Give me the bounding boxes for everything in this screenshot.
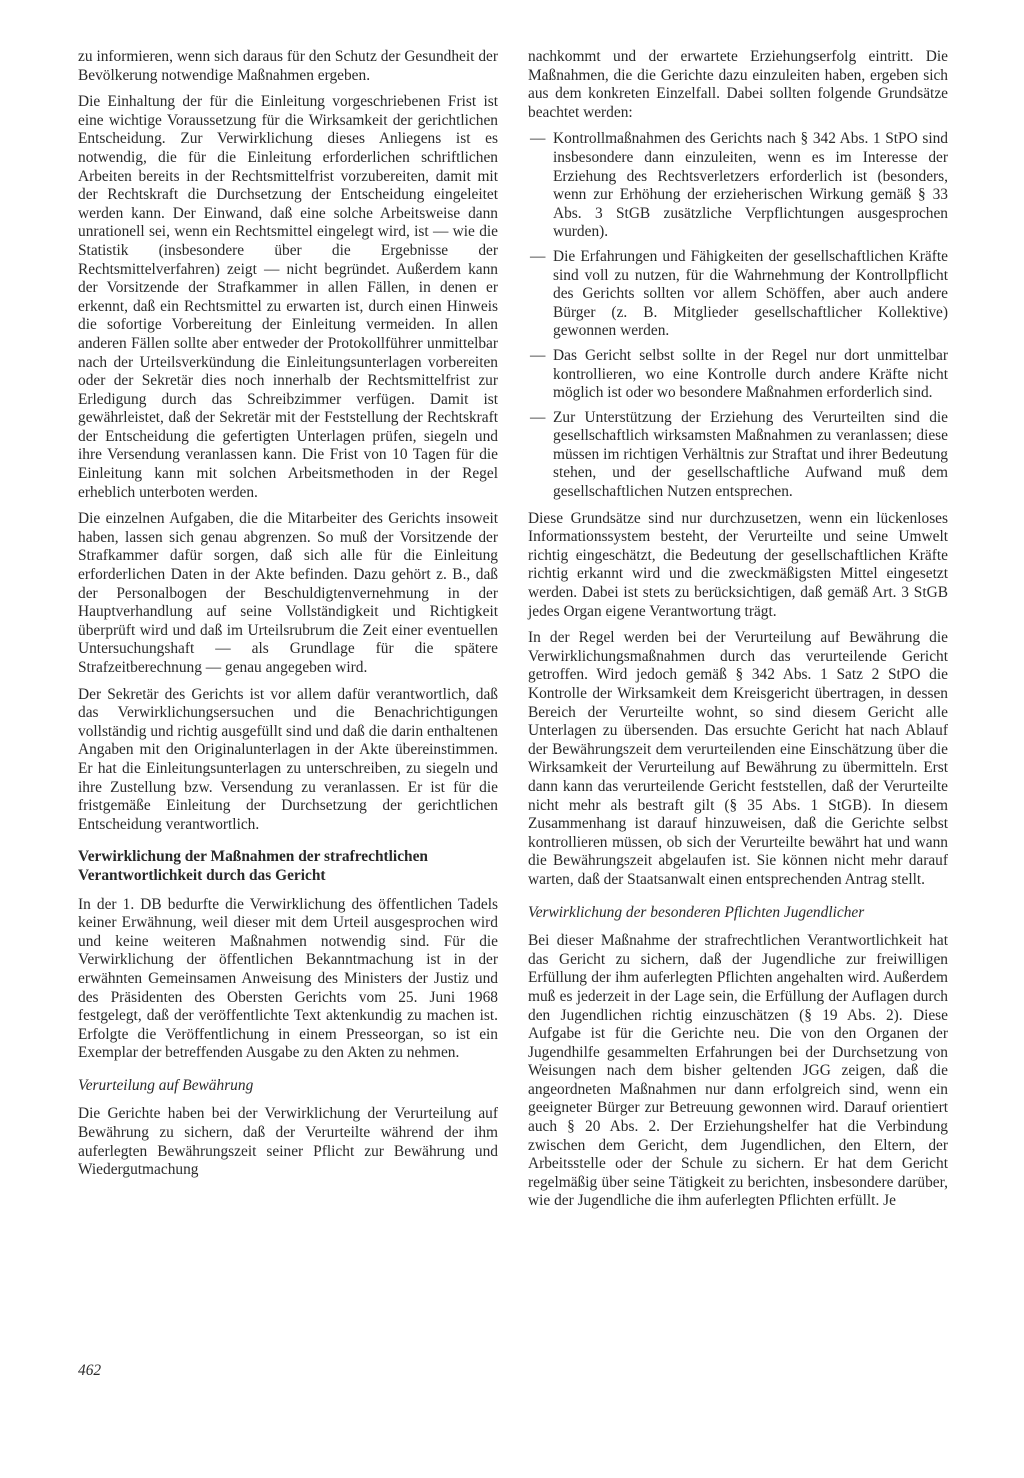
right-paragraph-2: Diese Grundsätze sind nur durchzusetzen, wenn ein lückenloses Informationssystem besteht, der Verurteilte und seine Umwelt richtig eingeschätzt, die Bedeutung der gesellschaftlichen Kräfte richtig erkannt wird und die zweckmäßigsten Mittel eingesetzt werden. Dabei ist stets zu berücksichtigen, daß gemäß Art. 3 StGB jedes Organ eigene Verantwortung trägt. (528, 509, 948, 620)
subheading-probation: Verurteilung auf Bewährung (78, 1076, 254, 1094)
dash-marker: — (530, 408, 546, 426)
list-item-text: Das Gericht selbst sollte in der Regel nur dort unmittelbar kontrollieren, wo eine Kontrolle durch andere Kräfte nicht möglich ist oder wo besondere Maßnahmen erforderlich sind. (553, 346, 948, 402)
list-item-text: Zur Unterstützung der Erziehung des Verurteilten sind die gesellschaftlich wirksamsten Maßnahmen zu veranlassen; diese müssen im richtigen Verhältnis zur Straftat und ihrer Bedeutung stehen, und der gesellschaftliche Aufwand muß dem gesellschaftlichen Nutzen entsprechen. (553, 408, 948, 501)
page-number: 462 (78, 1362, 102, 1379)
list-item (528, 130, 948, 242)
right-paragraph-3: In der Regel werden bei der Verurteilung auf Bewährung die Verwirklichungsmaßnahmen durch das verurteilende Gericht getroffen. Wird jedoch gemäß § 342 Abs. 1 Satz 2 StPO die Kontrolle der Wirksamkeit dem Kreisgericht übertragen, in dessen Bereich der Verurteilte wohnt, so sind diesem Gericht alle Unterlagen zu übersenden. Das ersuchte Gericht hat nach Ablauf der Bewährungszeit dem verurteilenden eine Einschätzung über die Wirksamkeit der Verurteilung auf Bewährung zu übermitteln. Erst dann kann das verurteilende Gericht feststellen, daß der Verurteilte nicht mehr als bestraft gilt (§ 35 Abs. 1 StGB). In diesem Zusammenhang ist darauf hinzuweisen, daß die Gerichte selbst kontrollieren müssen, ob sich der Verurteilte bewährt hat und wann die Bewährungszeit abgelaufen ist. Sie können nicht mehr darauf warten, daß der Staatsanwalt einen entsprechenden Antrag stellt. (528, 629, 948, 888)
list-item-text: Die Erfahrungen und Fähigkeiten der gesellschaftlichen Kräfte sind voll zu nutzen, für die Wahrnehmung der Kontrollpflicht des Gerichts sollten vor allem Schöffen, aber auch andere Bürger (z. B. Mitglieder gesellschaftlicher Kollektive) gewonnen werden. (553, 247, 948, 340)
section-heading-measures: Verwirklichung der Maßnahmen der strafrechtlichen Verantwortlichkeit durch das Gericht (78, 848, 428, 884)
list-item (528, 347, 948, 403)
left-paragraph-3: Die einzelnen Aufgaben, die die Mitarbeiter des Gerichts insoweit haben, lassen sich genau abgrenzen. So muß der Vorsitzende der Strafkammer dafür sorgen, daß sich alle für die Einleitung erforderlichen Daten in der Akte befinden. Dazu gehört z. B., daß der Personalbogen der Beschuldigtenvernehmung in der Hauptverhandlung auf seine Vollständigkeit und Richtigkeit überprüft wird und daß im Urteilsrubrum die Zeit einer eventuellen Untersuchungshaft — als Grundlage für die spätere Strafzeitberechnung — genau angegeben wird. (78, 510, 498, 676)
subheading-juvenile-duties: Verwirklichung der besonderen Pflichten Jugendlicher (528, 903, 865, 921)
left-paragraph-6: Die Gerichte haben bei der Verwirklichung der Verurteilung auf Bewährung zu sichern, daß der Verurteilte während der ihm auferlegten Bewährungszeit seiner Pflicht zur Bewährung und Wiedergutmachung (78, 1105, 498, 1179)
list-item (528, 248, 948, 341)
dash-marker: — (530, 247, 546, 265)
right-paragraph-1: nachkommt und der erwartete Erziehungserfolg eintritt. Die Maßnahmen, die die Gerichte dazu einzuleiten haben, ergeben sich aus dem konkreten Einzelfall. Dabei sollten folgende Grundsätze beachtet werden: (528, 48, 948, 121)
list-item (528, 409, 948, 502)
left-paragraph-1: zu informieren, wenn sich daraus für den Schutz der Gesundheit der Bevölkerung notwendige Maßnahmen ergeben. (78, 48, 498, 84)
list-item-text: Kontrollmaßnahmen des Gerichts nach § 342 Abs. 1 StPO sind insbesondere dann einzuleiten, wenn es im Interesse der Erziehung des Rechtsverletzers erforderlich ist (besonders, wenn zur Erhöhung der erzieherischen Wirkung gemäß § 33 Abs. 3 StGB zusätzliche Verpflichtungen ausgesprochen wurden). (553, 130, 948, 241)
left-paragraph-2: Die Einhaltung der für die Einleitung vorgeschriebenen Frist ist eine wichtige Voraussetzung für die Wirksamkeit der gerichtlichen Entscheidung. Zur Verwirklichung dieses Anliegens ist es notwendig, die für die Einleitung erforderlichen schriftlichen Arbeiten bereits in der Rechtsmittelfrist vorzubereiten, damit mit der Rechtskraft die Durchsetzung der Entscheidung eingeleitet werden kann. Der Einwand, daß eine solche Arbeitsweise dann unrationell sei, wenn ein Rechtsmittel eingelegt wird, ist — wie die Statistik (insbesondere über die Ergebnisse der Rechtsmittelverfahren) zeigt — nicht begründet. Außerdem kann der Vorsitzende der Strafkammer in allen Fällen, in denen er erkennt, daß ein Rechtsmittel zu erwarten ist, durch einen Hinweis die sofortige Vorbereitung der Einleitung vermeiden. In allen anderen Fällen sollte aber entweder der Protokollführer unmittelbar nach der Urteilsverkündung die Einleitungsunterlagen vorbereiten oder der Sekretär dies noch innerhalb der Rechtsmittelfrist zur Erledigung durch das Schreibzimmer verfügen. Damit ist gewährleistet, daß der Sekretär mit der Feststellung der Rechtskraft der Entscheidung die gefertigten Unterlagen prüfen, siegeln und ihre Versendung veranlassen kann. Die Frist von 10 Tagen für die Einleitung kann mit solchen Arbeitsmethoden in der Regel erheblich unterboten werden. (78, 93, 498, 501)
right-paragraph-4: Bei dieser Maßnahme der strafrechtlichen Verantwortlichkeit hat das Gericht zu sichern, daß der Jugendliche zur freiwilligen Erfüllung der ihm auferlegten Pflichten angehalten wird. Außerdem muß es jederzeit in der Lage sein, die Erfüllung der Auflagen durch den Jugendlichen richtig einzuschätzen (§ 19 Abs. 2). Diese Aufgabe ist für die Gerichte neu. Die von den Organen der Jugendhilfe gesammelten Erfahrungen bei der Durchsetzung von Weisungen nach dem bisher geltenden JGG zeigen, daß die angeordneten Maßnahmen nur dann erfolgreich sind, wenn ein geeigneter Bürger zur Betreuung gewonnen wird. Darauf orientiert auch § 20 Abs. 2. Der Erziehungshelfer hat die Verbindung zwischen dem Gericht, dem Jugendlichen, den Eltern, der Arbeitsstelle oder der Schule zu sichern. Er hat dem Gericht regelmäßig über seine Tätigkeit zu berichten, insbesondere darüber, wie der Jugendliche die ihm auferlegten Pflichten erfüllt. Je (528, 932, 948, 1210)
principles-list (528, 130, 948, 501)
right-column (528, 48, 948, 1219)
left-paragraph-4: Der Sekretär des Gerichts ist vor allem dafür verantwortlich, daß das Verwirklichungsersuchen und die Benachrichtigungen vollständig und richtig ausgefüllt sind und daß die darin enthaltenen Angaben mit den Originalunterlagen in der Akte übereinstimmen. Er hat die Einleitungsunterlagen zu unterschreiben, zu siegeln und ihre Zustellung bzw. Versendung zu veranlassen. Er ist für die fristgemäße Einleitung der Durchsetzung der gerichtlichen Entscheidung verantwortlich. (78, 685, 498, 833)
dash-marker: — (530, 130, 546, 148)
left-column (78, 48, 498, 1188)
dash-marker: — (530, 346, 546, 364)
left-paragraph-5: In der 1. DB bedurfte die Verwirklichung des öffentlichen Tadels keiner Erwähnung, weil dieser mit dem Urteil ausgesprochen wird und keine weiteren Maßnahmen notwendig sind. Für die Verwirklichung der öffentlichen Bekanntmachung ist in der erwähnten Gemeinsamen Anweisung des Ministers der Justiz und des Präsidenten des Obersten Gerichts vom 25. Juni 1968 festgelegt, daß der veröffentlichte Text aktenkundig zu machen ist. Erfolgte die Veröffentlichung in einem Presseorgan, so ist ein Exemplar der betreffenden Ausgabe zu den Akten zu nehmen. (78, 895, 498, 1062)
